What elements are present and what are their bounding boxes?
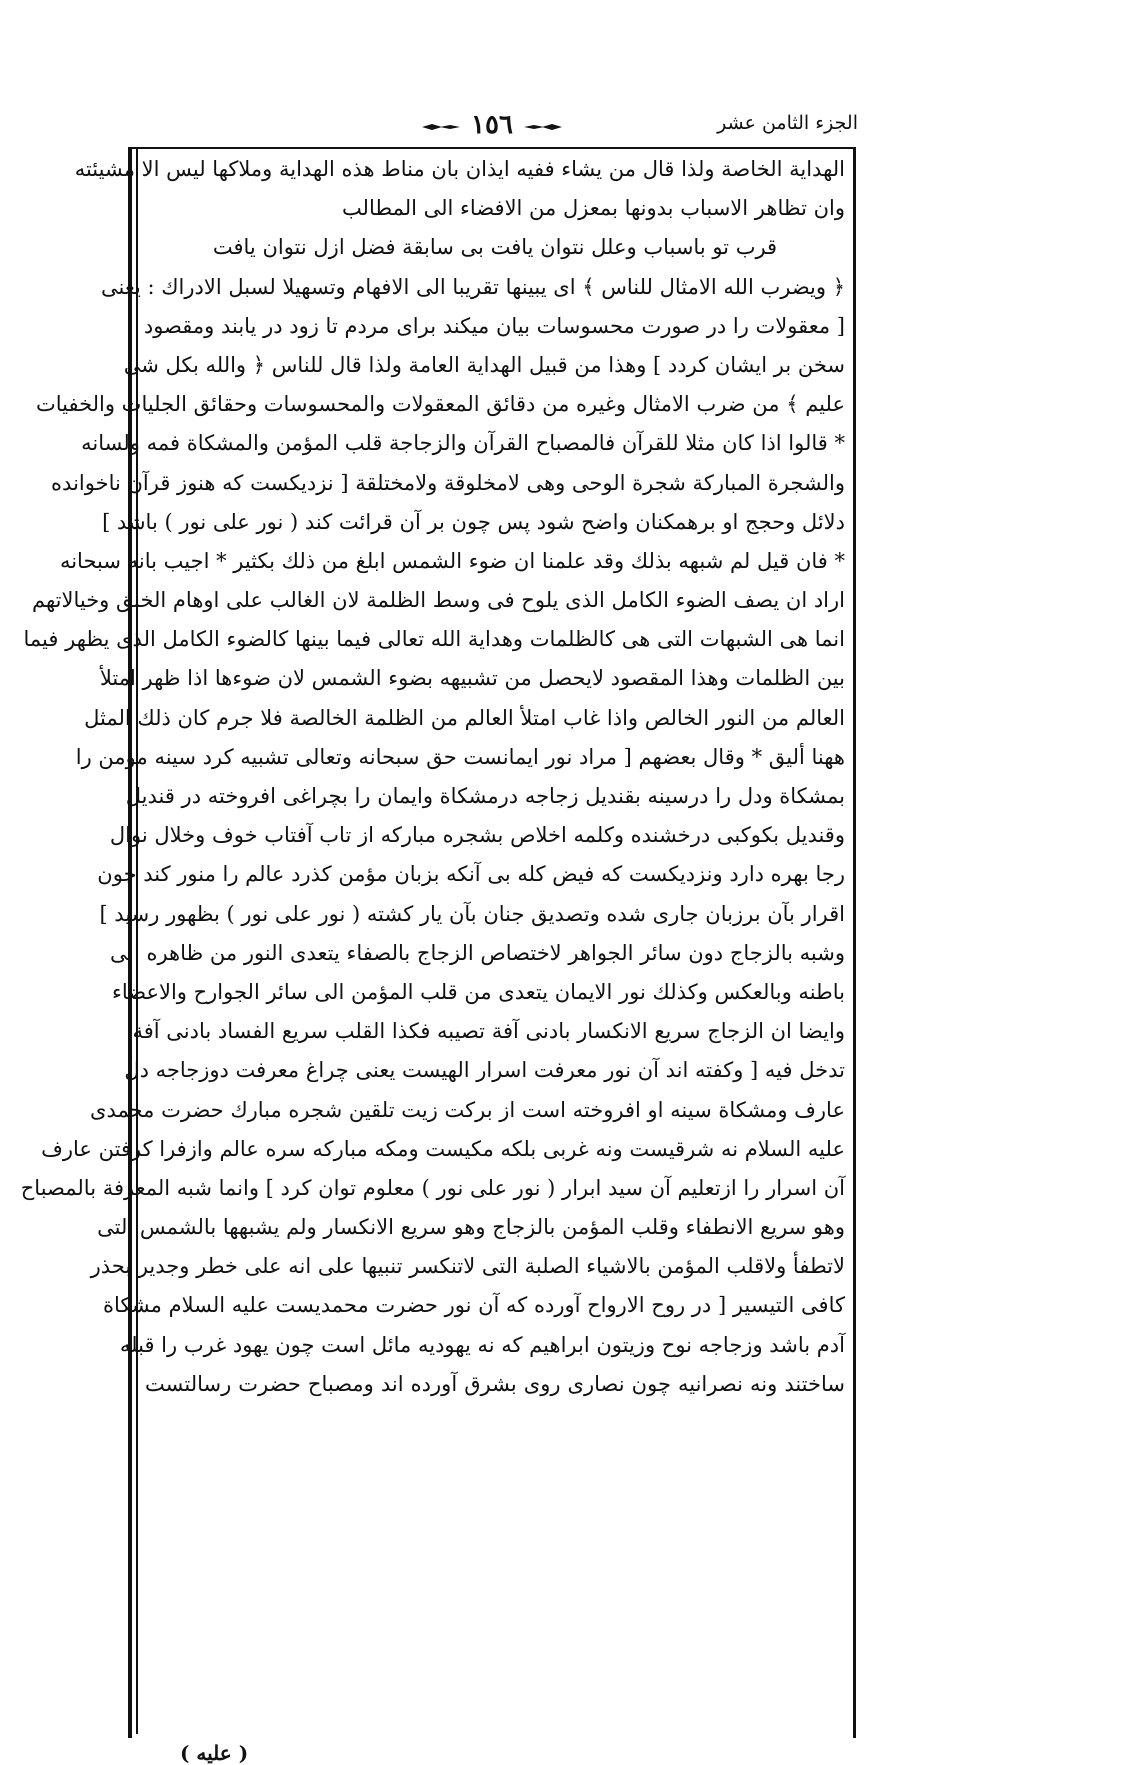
text-line: وشبه بالزجاج دون سائر الجواهر لاختصاص الزجاج بالصفاء يتعدى النور من ظاهره الى — [110, 940, 845, 965]
text-line: ساختند ونه نصرانيه چون نصارى روى بشرق آورده اند ومصباح حضرت رسالتست — [145, 1371, 845, 1396]
text-line: تدخل فيه [ وكفته اند آن نور معرفت اسرار الهيست يعنى چراغ معرفت دوزجاجه دل — [124, 1058, 845, 1083]
text-line: وقنديل بكوكبى درخشنده وكلمه اخلاص بشجره مباركه از تاب آفتاب خوف وخلال نوال — [109, 823, 845, 848]
text-line: بين الظلمات وهذا المقصود لايحصل من تشبيهه بضوء الشمس لان ضوءها اذا ظهر امتلأ — [99, 666, 845, 691]
text-line: آن اسرار را ازتعليم آن سيد ابرار ( نور على نور ) معلوم توان كرد ] وانما شبه المعرفة بالمصباح — [20, 1175, 845, 1200]
page-header — [132, 108, 858, 148]
text-line: لاتطفأ ولاقلب المؤمن بالاشياء الصلبة التى لاتنكسر تنبيها على انه على خطر وجدير بحذر — [90, 1254, 845, 1279]
text-line: ﴿ ويضرب الله الامثال للناس ﴾ اى يبينها تقريبا الى الافهام وتسهيلا لسبل الادراك : يعنى — [101, 274, 845, 299]
text-line: وان تظاهر الاسباب بدونها بمعزل من الافضاء الى المطالب — [341, 196, 845, 221]
text-line: * قالوا اذا كان مثلا للقرآن فالمصباح القرآن والزجاجة قلب المؤمن والمشكاة فمه ولسانه — [81, 431, 845, 456]
page-number-block — [422, 108, 562, 144]
text-line: وهو سريع الانطفاء وقلب المؤمن بالزجاج وهو سريع الانكسار ولم يشبهها بالشمس التى — [97, 1215, 845, 1240]
text-line: وايضا ان الزجاج سريع الانكسار بادنى آفة تصيبه فكذا القلب سريع الفساد بادنى آفة — [132, 1019, 845, 1044]
ornament-left-icon — [422, 124, 460, 130]
catchword: ( عليه ) — [180, 1741, 249, 1765]
main-text-block — [20, 150, 845, 1404]
text-line: العالم من النور الخالص واذا غاب امتلأ العالم من الظلمة الخالصة فلا جرم كان ذلك المثل — [84, 705, 845, 730]
text-line: عليم ﴾ من ضرب الامثال وغيره من دقائق المعقولات والمحسوسات وحقائق الجليات والخفيات — [35, 392, 845, 417]
text-line: باطنه وبالعكس وكذلك نور الايمان يتعدى من قلب المؤمن الى سائر الجوارح والاعضاء — [111, 979, 845, 1004]
text-line: انما هى الشبهات التى هى كالظلمات وهداية الله تعالى فيما بينها كالضوء الكامل الذى يظهر فيما — [23, 627, 845, 652]
text-line: والشجرة المباركة شجرة الوحى وهى لامخلوقة ولامختلقة [ نزديكست كه هنوز قرآن ناخوانده — [51, 470, 845, 495]
text-line: * فان قيل لم شبهه بذلك وقد علمنا ان ضوء الشمس ابلغ من ذلك بكثير * اجيب بانه سبحانه — [59, 548, 845, 573]
text-line: كافى التيسير [ در روح الارواح آورده كه آن نور حضرت محمديست عليه السلام مشكاة — [102, 1293, 845, 1318]
text-line: رجا بهره دارد ونزديكست كه فيض كله بى آنكه بزبان مؤمن كذرد عالم را منور كند چون — [97, 862, 845, 887]
text-line: دلائل وحجج او برهمكنان واضح شود پس چون بر آن قرائت كند ( نور على نور ) باشد ] — [102, 509, 845, 534]
text-line: اقرار بآن برزبان جارى شده وتصديق جنان بآن يار كشته ( نور على نور ) بظهور رسيد ] — [99, 901, 845, 926]
text-line: آدم باشد وزجاجه نوح وزيتون ابراهيم كه نه يهوديه مائل است چون يهود غرب را قبله — [119, 1332, 845, 1357]
text-line: عليه السلام نه شرقيست ونه غربى بلكه مكيست ومكه مباركه سره عالم وازفرا كرفتن عارف — [41, 1136, 845, 1161]
running-head: الجزء الثامن عشر — [717, 112, 858, 134]
text-line: ههنا أليق * وقال بعضهم [ مراد نور ايمانست حق سبحانه وتعالى تشبيه كرد سينه مؤمن را — [75, 744, 845, 769]
text-line: [ معقولات را در صورت محسوسات بيان ميكند براى مردم تا زود در يابند ومقصود — [143, 313, 845, 338]
ornament-right-icon — [524, 124, 562, 130]
text-line: الهداية الخاصة ولذا قال من يشاء ففيه ايذان بان مناط هذه الهداية وملاكها ليس الا مشيئته — [74, 157, 845, 181]
page-number: ١٥٦ — [471, 110, 513, 140]
verse-line: قرب تو باسباب وعلل نتوان يافت بى سابقة فضل ازل نتوان يافت — [212, 235, 778, 260]
text-line: عارف ومشكاة سينه او افروخته است از بركت زيت تلقين شجره مبارك حضرت محمدى — [90, 1097, 845, 1122]
text-line: سخن بر ايشان كردد ] وهذا من قبيل الهداية العامة ولذا قال للناس ﴿ والله بكل شئ — [123, 352, 845, 377]
text-line: بمشكاة ودل را درسينه بقنديل زجاجه درمشكاة وايمان را بچراغى افروخته در قنديل — [125, 784, 845, 808]
text-line: اراد ان يصف الضوء الكامل الذى يلوح فى وسط الظلمة لان الغالب على اوهام الخلق وخيالاتهم — [31, 588, 845, 613]
